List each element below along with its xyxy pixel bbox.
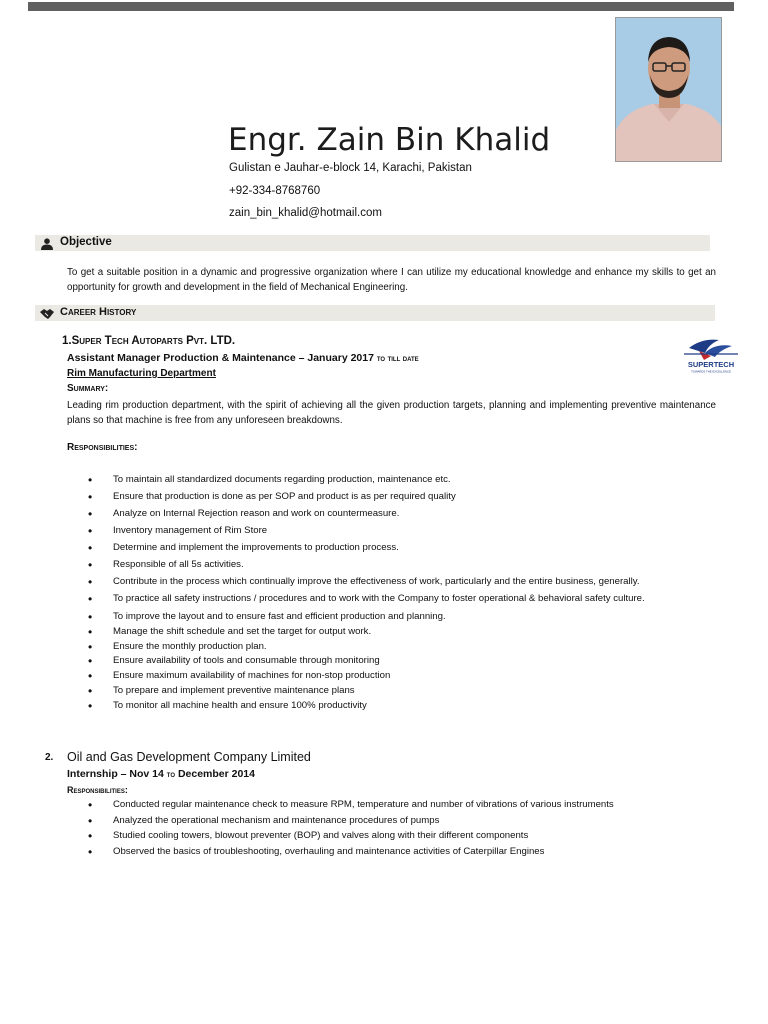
career-section-header [35, 305, 715, 321]
job2-responsibilities-label: Responsibilities: [67, 785, 128, 795]
list-item: • Observed the basics of troubleshooting, overhauling and maintenance activities of Caterpillar Engines [88, 846, 614, 862]
job1-responsibilities-list-a [88, 474, 645, 610]
objective-section-header [35, 235, 710, 251]
list-item: • Analyze on Internal Rejection reason and work on countermeasure. [88, 508, 645, 525]
job1-responsibilities-list-b [88, 611, 446, 715]
job2-number: 2. [45, 752, 54, 763]
job1-company-name: Super Tech Autoparts Pvt. LTD. [71, 335, 236, 347]
address-text: Gulistan e Jauhar-e-block 14, Karachi, Pakistan [229, 162, 472, 174]
job1-summary-text: Leading rim production department, with the spirit of achieving all the given production targets, planning and implementing preventive maintenance plans so that machine is free from any unforeseen breakdowns. [67, 400, 716, 426]
list-item: • To maintain all standardized documents regarding production, maintenance etc. [88, 474, 645, 491]
handshake-icon [40, 307, 54, 319]
objective-heading: Objective [60, 236, 112, 248]
job1-role-text: Assistant Manager Production & Maintenance – January 2017 [67, 352, 374, 364]
job1-department: Rim Manufacturing Department [67, 368, 216, 379]
career-heading: Career History [60, 306, 137, 318]
candidate-name: Engr. Zain Bin Khalid [228, 122, 551, 158]
job2-role-end: December 2014 [177, 768, 255, 780]
list-item: • Ensure that production is done as per SOP and product is as per required quality [88, 491, 645, 508]
list-item: • Analyzed the operational mechanism and maintenance procedures of pumps [88, 815, 614, 831]
job1-till-date: to till date [376, 353, 419, 363]
list-item: • Manage the shift schedule and set the target for output work. [88, 626, 446, 641]
profile-photo [615, 17, 722, 162]
list-item: • Ensure maximum availability of machines for non-stop production [88, 670, 446, 685]
list-item: • To prepare and implement preventive maintenance plans [88, 685, 446, 700]
job1-company [62, 335, 235, 347]
person-icon [40, 237, 54, 249]
job2-company: Oil and Gas Development Company Limited [67, 750, 311, 764]
job1-role [67, 352, 419, 364]
list-item: • Ensure availability of tools and consumable through monitoring [88, 655, 446, 670]
job2-role-text: Internship – Nov 14 [67, 768, 164, 780]
list-item: • Responsible of all 5s activities. [88, 559, 645, 576]
top-divider-bar [28, 2, 734, 11]
list-item: • To practice all safety instructions / procedures and to work with the Company to foster operational & behavioral safety culture. [88, 593, 645, 610]
objective-text: To get a suitable position in a dynamic and progressive organization where I can utilize my educational knowledge and enhance my skills to get an opportunity for growth and development in the field of Mechanical Engineering. [67, 267, 716, 293]
list-item: • Conducted regular maintenance check to measure RPM, temperature and number of vibrations of various instruments [88, 799, 614, 815]
phone-text: +92-334-8768760 [229, 185, 321, 197]
list-item: • Studied cooling towers, blowout preventer (BOP) and valves along with their different components [88, 830, 614, 846]
email-text[interactable]: zain_bin_khalid@hotmail.com [229, 207, 382, 219]
list-item: • Contribute in the process which continually improve the effectiveness of work, particularly and the entire business, generally. [88, 576, 645, 593]
list-item: • Ensure the monthly production plan. [88, 641, 446, 656]
list-item: • Determine and implement the improvements to production process. [88, 542, 645, 559]
logo-tagline: TOWARDS THE EXCELLENCE [691, 369, 731, 374]
job1-summary-label: Summary: [67, 383, 109, 394]
job2-role [67, 768, 255, 780]
job2-to: to [166, 769, 176, 779]
list-item: • To monitor all machine health and ensure 100% productivity [88, 700, 446, 715]
job2-responsibilities-list [88, 799, 614, 862]
list-item: • Inventory management of Rim Store [88, 525, 645, 542]
job1-number: 1. [62, 335, 72, 347]
logo-text: SUPERTECH [687, 360, 735, 369]
list-item: • To improve the layout and to ensure fast and efficient production and planning. [88, 611, 446, 626]
supertech-logo [682, 334, 740, 374]
job1-responsibilities-label: Responsibilities: [67, 442, 138, 453]
